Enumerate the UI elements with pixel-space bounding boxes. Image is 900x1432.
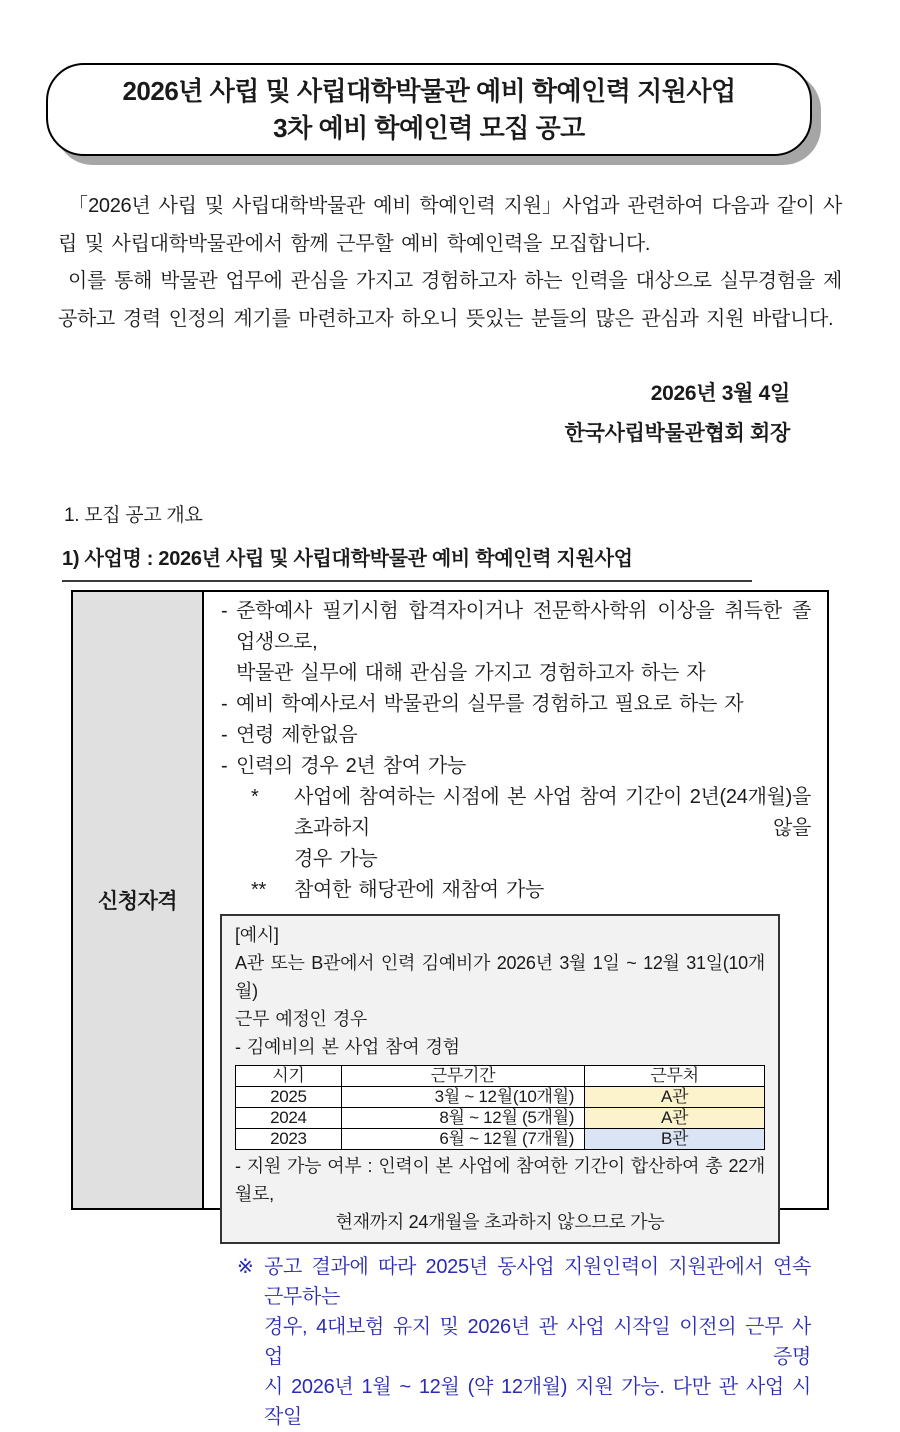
bullet-text: 사업에 참여하는 시점에 본 사업 참여 기간이 2년(24개월)을 초과하지 않을 [294,786,811,839]
column-header-workplace: 근무처 [585,1066,765,1087]
bullet-text: 인력의 경우 2년 참여 가능 [236,755,467,777]
bullet-text: 참여한 해당관에 재참여 가능 [294,879,545,901]
announcement-title-box [46,63,812,156]
example-conclusion-line-2: 현재까지 24개월을 초과하지 않으므로 가능 [335,1212,665,1232]
example-experience-item: - 김예비의 본 사업 참여 경험 [235,1037,460,1057]
note-paragraph [220,1252,811,1432]
bullet-text: 예비 학예사로서 박물관의 실무를 경험하고 필요로 하는 자 [236,693,744,715]
bullet-item [220,751,811,782]
note-line-1: 공고 결과에 따라 2025년 동사업 지원인력이 지원관에서 연속 근무하는 [264,1256,811,1308]
bullet-marker: ** [251,879,266,901]
cell-duration: 8월 ~ 12월 (5개월) [341,1108,584,1129]
qualification-row-header: 신청자격 [73,592,204,1208]
bullet-text: 준학예사 필기시험 합격자이거나 전문학사학위 이상을 취득한 졸업생으로, [236,600,811,653]
section-subheading: 1) 사업명 : 2026년 사립 및 사립대학박물관 예비 학예인력 지원사업 [62,542,752,582]
bullet-marker: - [221,724,228,746]
bullet-marker: - [221,600,228,622]
work-history-table [235,1065,765,1150]
bullet-text: 경우 가능 [294,848,378,870]
table-row [236,1087,765,1108]
note-line-3: 시 2026년 1월 ~ 12월 (약 12개월) 지원 가능. 다만 관 사업 시작일 [264,1376,811,1428]
cell-workplace: B관 [585,1129,765,1150]
cell-workplace: A관 [585,1087,765,1108]
intro-paragraph-1: 「2026년 사립 및 사립대학박물관 예비 학예인력 지원」사업과 관련하여 다음과 같이 사립 및 사립대학박물관에서 함께 근무할 예비 학예인력을 모집합니다. [58,195,842,255]
bullet-marker: - [221,693,228,715]
note-line-2: 경우, 4대보험 유지 및 2026년 관 사업 시작일 이전의 근무 사업 증명 [264,1316,811,1368]
bullet-item [220,720,811,751]
qualification-cell [204,592,827,1428]
cell-year: 2025 [236,1087,342,1108]
qualification-table [71,590,829,1428]
cell-year: 2024 [236,1108,342,1129]
bullet-item [220,658,811,689]
column-header-duration: 근무기간 [341,1066,584,1087]
section-heading: 1. 모집 공고 개요 [64,505,203,526]
table-row [236,1129,765,1150]
cell-duration: 6월 ~ 12월 (7개월) [341,1129,584,1150]
cell-workplace: A관 [585,1108,765,1129]
example-conclusion-line-1: - 지원 가능 여부 : 인력이 본 사업에 참여한 기간이 합산하여 총 22개월로, [235,1156,765,1204]
bullet-marker: * [251,786,259,808]
bullet-item [220,596,811,658]
cell-duration: 3월 ~ 12월(10개월) [341,1087,584,1108]
bullet-text: 연령 제한없음 [236,724,358,746]
example-case-line-1: A관 또는 B관에서 인력 김예비가 2026년 3월 1일 ~ 12월 31일(10개월) [235,953,765,1001]
example-case-line-2: 근무 예정인 경우 [235,1009,368,1029]
table-header-row [236,1066,765,1087]
intro-paragraph-2: 이를 통해 박물관 업무에 관심을 가지고 경험하고자 하는 인력을 대상으로 실무경험을 제공하고 경력 인정의 계기를 마련하고자 하오니 뜻있는 분들의 많은 관심과 지원 바랍니다. [58,270,842,330]
bullet-text: 박물관 실무에 대해 관심을 가지고 경험하고자 하는 자 [236,662,706,684]
issuer-name: 한국사립박물관협회 회장 [564,422,790,445]
cell-year: 2023 [236,1129,342,1150]
table-row [236,1108,765,1129]
bullet-marker: - [221,755,228,777]
column-header-period: 시기 [236,1066,342,1087]
bullet-item [220,844,811,875]
example-label: [예시] [235,925,279,945]
bullet-item [220,875,811,906]
document-page [0,63,900,1428]
title-line-1: 2026년 사립 및 사립대학박물관 예비 학예인력 지원사업 [122,75,736,106]
example-box [220,914,780,1244]
title-line-2: 3차 예비 학예인력 모집 공고 [273,112,585,143]
note-marker: ※ [237,1256,254,1278]
date-signature-block [0,374,900,454]
bullet-item [220,689,811,720]
bullet-item [220,782,811,844]
announcement-date: 2026년 3월 4일 [650,382,790,405]
